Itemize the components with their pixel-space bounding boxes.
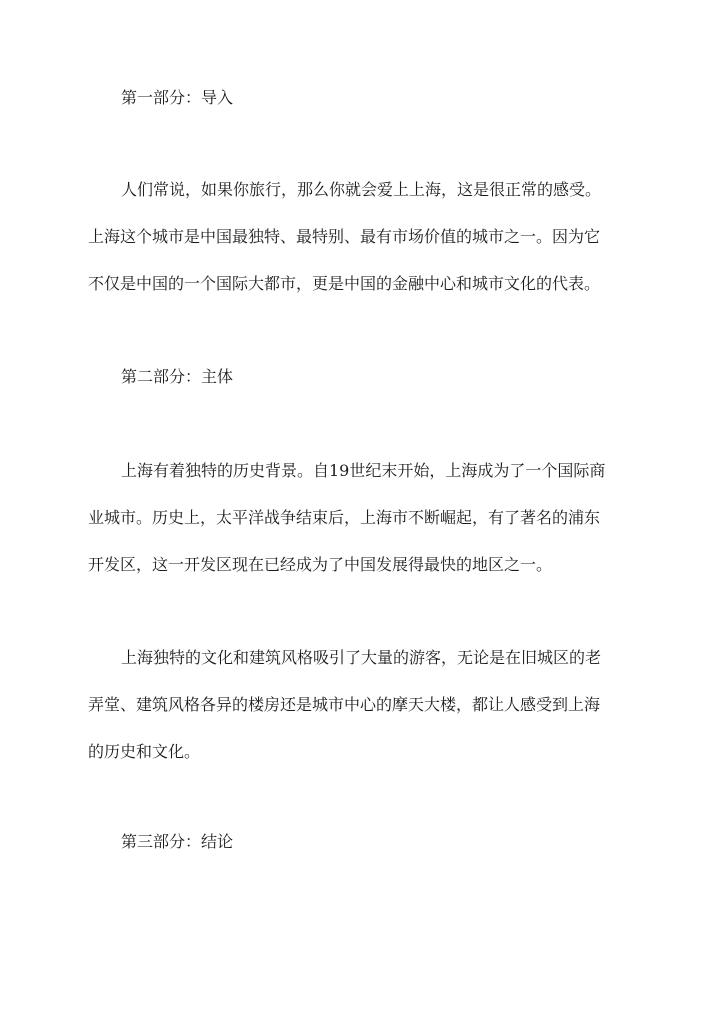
paragraph-line: 上海独特的文化和建筑风格吸引了大量的游客，无论是在旧城区的老 bbox=[121, 648, 602, 667]
paragraph-line: 业城市。历史上，太平洋战争结束后，上海市不断崛起，有了著名的浦东 bbox=[88, 508, 601, 527]
paragraph-line: 的历史和文化。 bbox=[88, 742, 201, 761]
paragraph-line: 开发区，这一开发区现在已经成为了中国发展得最快的地区之一。 bbox=[88, 555, 553, 574]
paragraph-history bbox=[88, 461, 648, 602]
section-heading-conclusion: 第三部分：结论 bbox=[121, 832, 234, 851]
section-heading-body: 第二部分：主体 bbox=[121, 367, 234, 386]
paragraph-intro bbox=[88, 180, 648, 321]
paragraph-line: 弄堂、建筑风格各异的楼房还是城市中心的摩天大楼，都让人感受到上海 bbox=[88, 695, 601, 714]
paragraph-culture bbox=[88, 648, 648, 789]
paragraph-line: 上海这个城市是中国最独特、最特别、最有市场价值的城市之一。因为它 bbox=[88, 227, 601, 246]
section-heading-intro: 第一部分：导入 bbox=[121, 88, 234, 107]
paragraph-line: 上海有着独特的历史背景。自19世纪末开始，上海成为了一个国际商 bbox=[121, 461, 606, 480]
paragraph-line: 不仅是中国的一个国际大都市，更是中国的金融中心和城市文化的代表。 bbox=[88, 274, 601, 293]
paragraph-line: 人们常说，如果你旅行，那么你就会爱上上海，这是很正常的感受。 bbox=[121, 180, 602, 199]
